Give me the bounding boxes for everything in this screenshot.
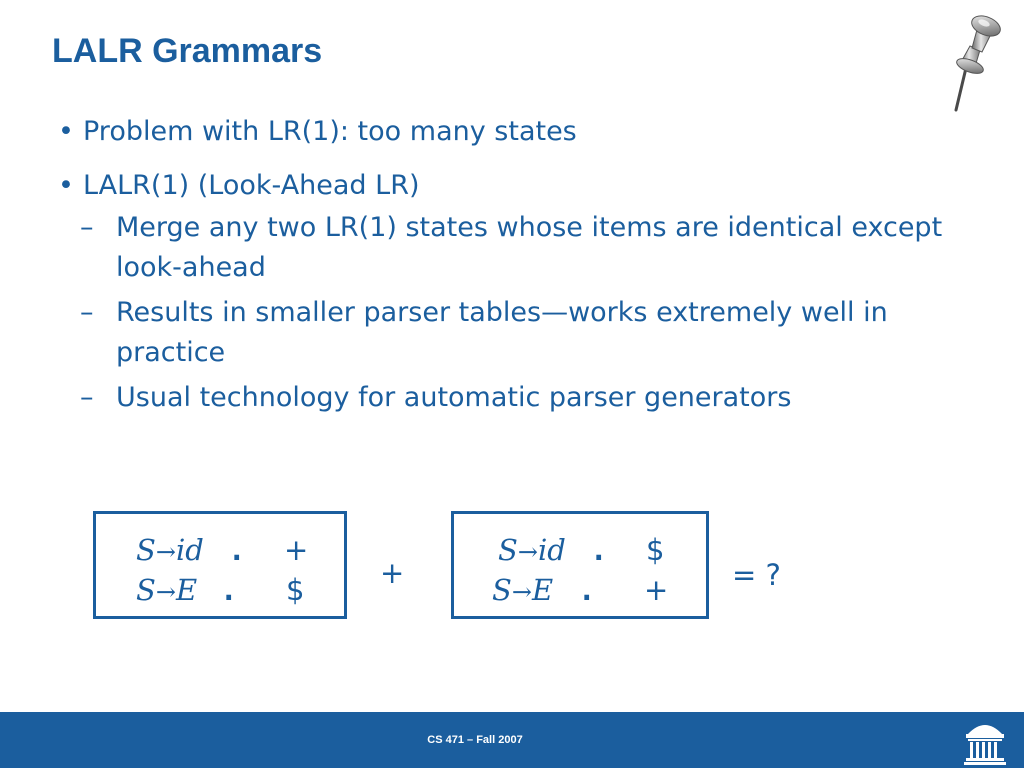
lr1-state-a-box <box>93 511 347 619</box>
slide-title: LALR Grammars <box>52 32 323 70</box>
bullet-marker: • <box>58 116 74 147</box>
sub-bullet-item <box>58 208 988 288</box>
sub-bullet-text: Usual technology for automatic parser generators <box>116 382 792 413</box>
item-lhs: S <box>136 573 156 607</box>
sub-bullet-marker: – <box>80 297 94 328</box>
lr1-item <box>454 532 706 568</box>
sub-bullet-text: Merge any two LR(1) states whose items are identical except look-ahead <box>116 212 943 283</box>
item-lookahead: + <box>284 533 309 567</box>
sub-bullet-marker: – <box>80 212 94 243</box>
lr1-item <box>96 532 344 568</box>
sub-bullet-item <box>58 293 988 373</box>
lr1-item <box>96 572 344 608</box>
plus-operator: + <box>380 556 405 590</box>
item-dot: . <box>220 573 238 607</box>
item-dot: . <box>228 533 246 567</box>
lr1-state-b-box <box>451 511 709 619</box>
arrow-icon: → <box>511 578 532 606</box>
sub-bullet-item <box>58 378 988 418</box>
bullet-item <box>58 112 988 152</box>
item-lhs: S <box>492 573 512 607</box>
item-production <box>498 532 566 570</box>
item-rhs: E <box>175 573 198 607</box>
rotunda-logo-icon <box>960 712 1010 768</box>
footer-bar <box>0 712 1024 768</box>
item-rhs: E <box>531 573 554 607</box>
pushpin-icon <box>944 6 1006 114</box>
arrow-icon: → <box>155 538 176 566</box>
item-lhs: S <box>498 533 518 567</box>
arrow-icon: → <box>517 538 538 566</box>
bullet-item <box>58 166 988 206</box>
bullet-marker: • <box>58 170 74 201</box>
bullet-list <box>58 112 988 423</box>
item-rhs: id <box>175 533 204 567</box>
arrow-icon: → <box>155 578 176 606</box>
bullet-text: LALR(1) (Look-Ahead LR) <box>83 170 420 201</box>
item-production <box>136 572 197 610</box>
item-lookahead: $ <box>646 533 665 567</box>
item-rhs: id <box>537 533 566 567</box>
result-question: = ? <box>732 558 781 592</box>
sub-bullet-marker: – <box>80 382 94 413</box>
item-dot: . <box>578 573 596 607</box>
item-lhs: S <box>136 533 156 567</box>
lr1-item <box>454 572 706 608</box>
item-production <box>136 532 204 570</box>
item-lookahead: $ <box>286 573 305 607</box>
item-dot: . <box>590 533 608 567</box>
bullet-text: Problem with LR(1): too many states <box>83 116 577 147</box>
footer-course-label: CS 471 – Fall 2007 <box>427 734 523 746</box>
item-production <box>492 572 553 610</box>
sub-bullet-text: Results in smaller parser tables—works extremely well in practice <box>116 297 888 368</box>
item-lookahead: + <box>644 573 669 607</box>
